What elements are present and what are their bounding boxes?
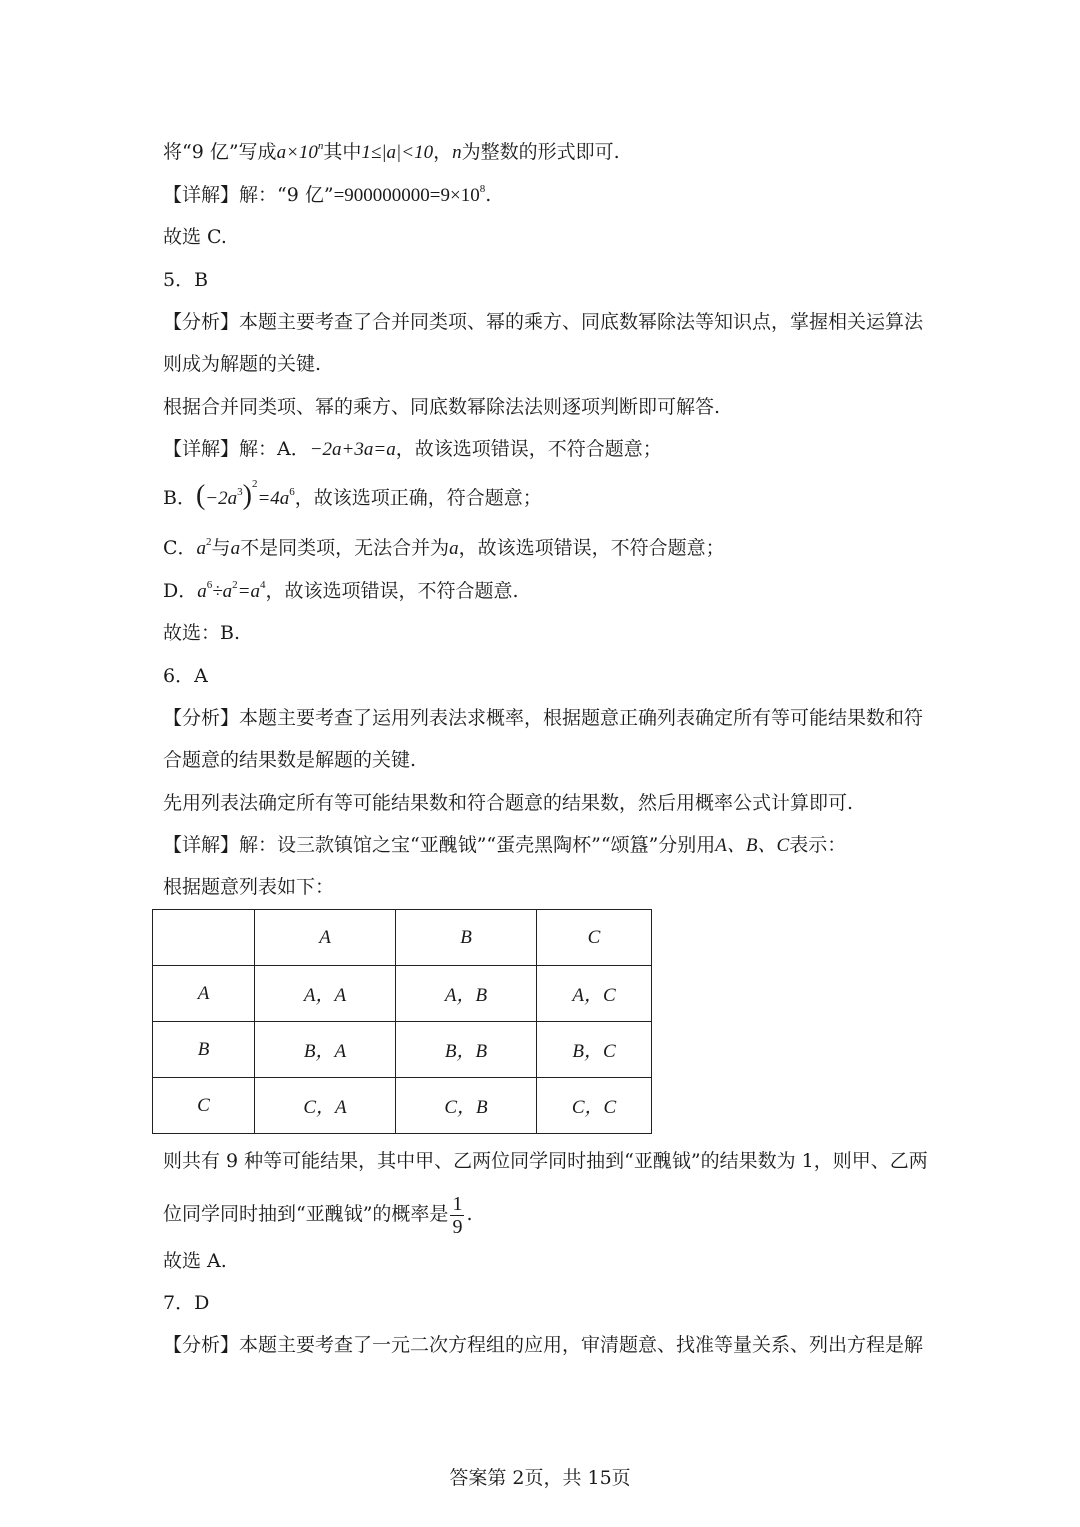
table-cell: B，A	[255, 1022, 396, 1078]
text-line: 合题意的结果数是解题的关键.	[163, 749, 417, 771]
table-header-row	[153, 910, 652, 966]
text-line: 将“9 亿”写成$a\times 10^n$其中1≤|a|<10，n为整数的形式即可.	[163, 139, 620, 163]
table-cell: B	[396, 910, 537, 966]
table-row	[153, 966, 652, 1022]
text-line: 【分析】本题主要考查了合并同类项、幂的乘方、同底数幂除法等知识点，掌握相关运算法	[163, 311, 924, 333]
text-line: D．$a^6\div a^2=a^4$，故该选项错误，不符合题意.	[163, 578, 519, 602]
table-cell: C	[153, 1078, 255, 1134]
table-row	[153, 1078, 652, 1134]
question-answer: 5．B	[163, 269, 209, 291]
text-line: 【详解】解：设三款镇馆之宝“亚醜钺”“蛋壳黑陶杯”“颂簋”分别用A、B、C表示：	[163, 834, 847, 856]
text-line: 根据合并同类项、幂的乘方、同底数幂除法法则逐项判断即可解答.	[163, 396, 721, 418]
table-cell: A，C	[537, 966, 652, 1022]
question-answer: 7．D	[163, 1292, 210, 1314]
outcome-table	[152, 909, 652, 1134]
text-line: 故选 A.	[163, 1250, 227, 1272]
table-cell: B，B	[396, 1022, 537, 1078]
text-line: 则共有 9 种等可能结果，其中甲、乙两位同学同时抽到“亚醜钺”的结果数为 1，则甲、乙两	[163, 1150, 928, 1172]
text-line: 【分析】本题主要考查了一元二次方程组的应用，审清题意、找准等量关系、列出方程是解	[163, 1334, 924, 1356]
text-line: 则成为解题的关键.	[163, 353, 322, 375]
table-cell: C，C	[537, 1078, 652, 1134]
text-line: 根据题意列表如下：	[163, 876, 335, 898]
text-line: 【详解】解：A．−2a+3a=a，故该选项错误，不符合题意；	[163, 438, 662, 460]
table-cell	[153, 910, 255, 966]
table-cell: A，B	[396, 966, 537, 1022]
table-row	[153, 1022, 652, 1078]
table-cell: C	[537, 910, 652, 966]
text-line: 先用列表法确定所有等可能结果数和符合题意的结果数，然后用概率公式计算即可.	[163, 792, 854, 814]
text-line: 【详解】解：“9 亿$”=900000000=9\times 10^8$.	[163, 182, 492, 206]
table-cell: B	[153, 1022, 255, 1078]
text-line: B．$(-2a^3)^2=4a^6$，故该选项正确，符合题意；	[163, 477, 542, 511]
table-cell: B，C	[537, 1022, 652, 1078]
question-answer: 6．A	[163, 665, 208, 687]
text-line: C．$a^2$与a不是同类项，无法合并为a，故该选项错误，不符合题意；	[163, 535, 725, 559]
text-line: 故选 C.	[163, 226, 227, 248]
page-footer: 答案第 2页，共 15页	[449, 1467, 631, 1489]
text-line: 位同学同时抽到“亚醜钺”的概率是 $\frac{1}{9}$ .	[163, 1192, 473, 1238]
table-cell: C，B	[396, 1078, 537, 1134]
table-cell: C，A	[255, 1078, 396, 1134]
probability-fraction: $\frac{1}{9}$	[452, 1192, 463, 1238]
table-cell: A	[255, 910, 396, 966]
text-line: 故选：B.	[163, 622, 241, 644]
text-line: 【分析】本题主要考查了运用列表法求概率，根据题意正确列表确定所有等可能结果数和符	[163, 707, 924, 729]
table-cell: A，A	[255, 966, 396, 1022]
table-cell: A	[153, 966, 255, 1022]
